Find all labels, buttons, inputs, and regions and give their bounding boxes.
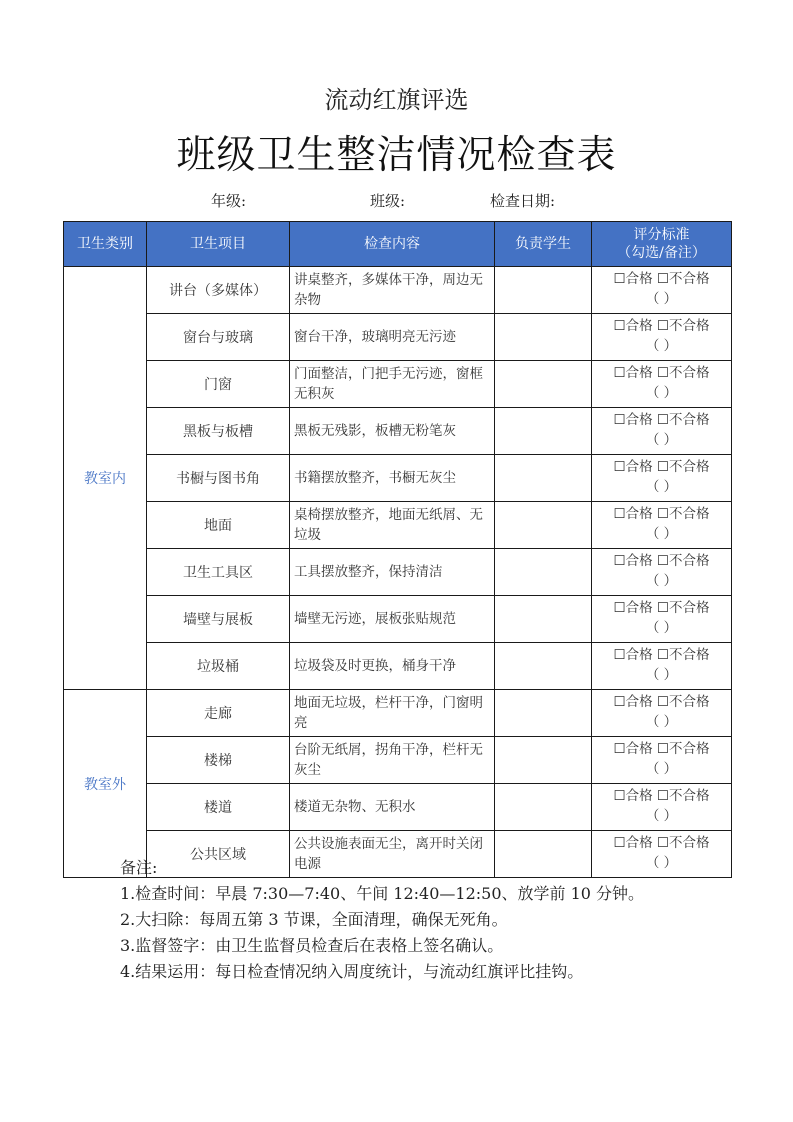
score-note[interactable]: （ ）: [645, 761, 678, 777]
student-cell[interactable]: [495, 549, 592, 596]
meta-row: [0, 190, 793, 212]
score-options[interactable]: ☐合格 ☐不合格: [613, 459, 710, 475]
score-cell[interactable]: [592, 502, 732, 549]
score-options[interactable]: ☐合格 ☐不合格: [613, 835, 710, 851]
score-options[interactable]: ☐合格 ☐不合格: [613, 318, 710, 334]
table-row: [64, 549, 732, 596]
table-header-row: [64, 222, 732, 267]
category-cell: 教室外: [64, 690, 147, 878]
score-cell[interactable]: [592, 408, 732, 455]
header-score-line2: （勾选/备注）: [617, 245, 706, 261]
score-note[interactable]: （ ）: [645, 620, 678, 636]
item-cell: 书橱与图书角: [147, 455, 290, 502]
item-cell: 楼梯: [147, 737, 290, 784]
table-row: [64, 502, 732, 549]
student-cell[interactable]: [495, 596, 592, 643]
score-options[interactable]: ☐合格 ☐不合格: [613, 553, 710, 569]
header-student: 负责学生: [495, 222, 592, 267]
header-score: [592, 222, 732, 267]
score-options[interactable]: ☐合格 ☐不合格: [613, 694, 710, 710]
score-note[interactable]: （ ）: [645, 808, 678, 824]
score-cell[interactable]: [592, 737, 732, 784]
score-note[interactable]: （ ）: [645, 479, 678, 495]
score-note[interactable]: （ ）: [645, 338, 678, 354]
student-cell[interactable]: [495, 455, 592, 502]
item-cell: 窗台与玻璃: [147, 314, 290, 361]
table-row: [64, 267, 732, 314]
inspection-table: [63, 221, 732, 878]
note-item: 3.监督签字：由卫生监督员检查后在表格上签名确认。: [120, 936, 504, 955]
content-cell: 黑板无残影，板槽无粉笔灰: [290, 408, 495, 455]
content-cell: 地面无垃圾，栏杆干净，门窗明亮: [290, 690, 495, 737]
table-row: [64, 361, 732, 408]
category-cell: 教室内: [64, 267, 147, 690]
score-cell[interactable]: [592, 267, 732, 314]
student-cell[interactable]: [495, 408, 592, 455]
score-cell[interactable]: [592, 455, 732, 502]
score-note[interactable]: （ ）: [645, 291, 678, 307]
content-cell: 讲桌整齐，多媒体干净，周边无杂物: [290, 267, 495, 314]
student-cell[interactable]: [495, 361, 592, 408]
subtitle: 流动红旗评选: [324, 86, 469, 114]
item-cell: 黑板与板槽: [147, 408, 290, 455]
header-item: 卫生项目: [147, 222, 290, 267]
item-cell: 公共区域: [147, 831, 290, 878]
score-options[interactable]: ☐合格 ☐不合格: [613, 271, 710, 287]
score-options[interactable]: ☐合格 ☐不合格: [613, 788, 710, 804]
content-cell: 楼道无杂物、无积水: [290, 784, 495, 831]
header-category: 卫生类别: [64, 222, 147, 267]
content-cell: 台阶无纸屑，拐角干净，栏杆无灰尘: [290, 737, 495, 784]
table-row: [64, 643, 732, 690]
note-item: 1.检查时间：早晨 7:30—7:40、午间 12:40—12:50、放学前 10 分钟。: [120, 884, 645, 903]
item-cell: 墙壁与展板: [147, 596, 290, 643]
score-note[interactable]: （ ）: [645, 526, 678, 542]
student-cell[interactable]: [495, 690, 592, 737]
table-row: [64, 314, 732, 361]
score-options[interactable]: ☐合格 ☐不合格: [613, 600, 710, 616]
note-item: 4.结果运用：每日检查情况纳入周度统计，与流动红旗评比挂钩。: [120, 962, 584, 981]
score-cell[interactable]: [592, 690, 732, 737]
score-options[interactable]: ☐合格 ☐不合格: [613, 647, 710, 663]
item-cell: 门窗: [147, 361, 290, 408]
student-cell[interactable]: [495, 267, 592, 314]
score-note[interactable]: （ ）: [645, 855, 678, 871]
score-note[interactable]: （ ）: [645, 667, 678, 683]
student-cell[interactable]: [495, 737, 592, 784]
table-row: [64, 737, 732, 784]
score-note[interactable]: （ ）: [645, 714, 678, 730]
content-cell: 桌椅摆放整齐，地面无纸屑、无垃圾: [290, 502, 495, 549]
content-cell: 门面整洁，门把手无污迹，窗框无积灰: [290, 361, 495, 408]
score-cell[interactable]: [592, 314, 732, 361]
score-cell[interactable]: [592, 361, 732, 408]
header-score-line1: 评分标准: [633, 227, 690, 243]
item-cell: 地面: [147, 502, 290, 549]
table-row: [64, 408, 732, 455]
table-row: [64, 690, 732, 737]
date-label: 检查日期:: [490, 192, 556, 210]
page-title: 班级卫生整洁情况检查表: [176, 133, 617, 178]
item-cell: 楼道: [147, 784, 290, 831]
content-cell: 窗台干净，玻璃明亮无污迹: [290, 314, 495, 361]
student-cell[interactable]: [495, 784, 592, 831]
table-row: [64, 784, 732, 831]
score-cell[interactable]: [592, 549, 732, 596]
score-cell[interactable]: [592, 784, 732, 831]
table-row: [64, 455, 732, 502]
note-item: 2.大扫除：每周五第 3 节课，全面清理，确保无死角。: [120, 910, 508, 929]
score-options[interactable]: ☐合格 ☐不合格: [613, 741, 710, 757]
student-cell[interactable]: [495, 502, 592, 549]
content-cell: 工具摆放整齐，保持清洁: [290, 549, 495, 596]
item-cell: 讲台（多媒体）: [147, 267, 290, 314]
table-row: [64, 596, 732, 643]
item-cell: 卫生工具区: [147, 549, 290, 596]
notes-heading: 备注:: [120, 858, 158, 877]
notes: [120, 855, 690, 985]
score-options[interactable]: ☐合格 ☐不合格: [613, 412, 710, 428]
score-note[interactable]: （ ）: [645, 432, 678, 448]
grade-label: 年级:: [211, 192, 247, 210]
score-options[interactable]: ☐合格 ☐不合格: [613, 365, 710, 381]
content-cell: 垃圾袋及时更换，桶身干净: [290, 643, 495, 690]
student-cell[interactable]: [495, 643, 592, 690]
item-cell: 走廊: [147, 690, 290, 737]
content-cell: 公共设施表面无尘，离开时关闭电源: [290, 831, 495, 878]
score-cell[interactable]: [592, 643, 732, 690]
header-content: 检查内容: [290, 222, 495, 267]
content-cell: 书籍摆放整齐，书橱无灰尘: [290, 455, 495, 502]
score-cell[interactable]: [592, 596, 732, 643]
student-cell[interactable]: [495, 314, 592, 361]
score-note[interactable]: （ ）: [645, 385, 678, 401]
item-cell: 垃圾桶: [147, 643, 290, 690]
score-note[interactable]: （ ）: [645, 573, 678, 589]
class-label: 班级:: [370, 192, 406, 210]
score-options[interactable]: ☐合格 ☐不合格: [613, 506, 710, 522]
content-cell: 墙壁无污迹，展板张贴规范: [290, 596, 495, 643]
